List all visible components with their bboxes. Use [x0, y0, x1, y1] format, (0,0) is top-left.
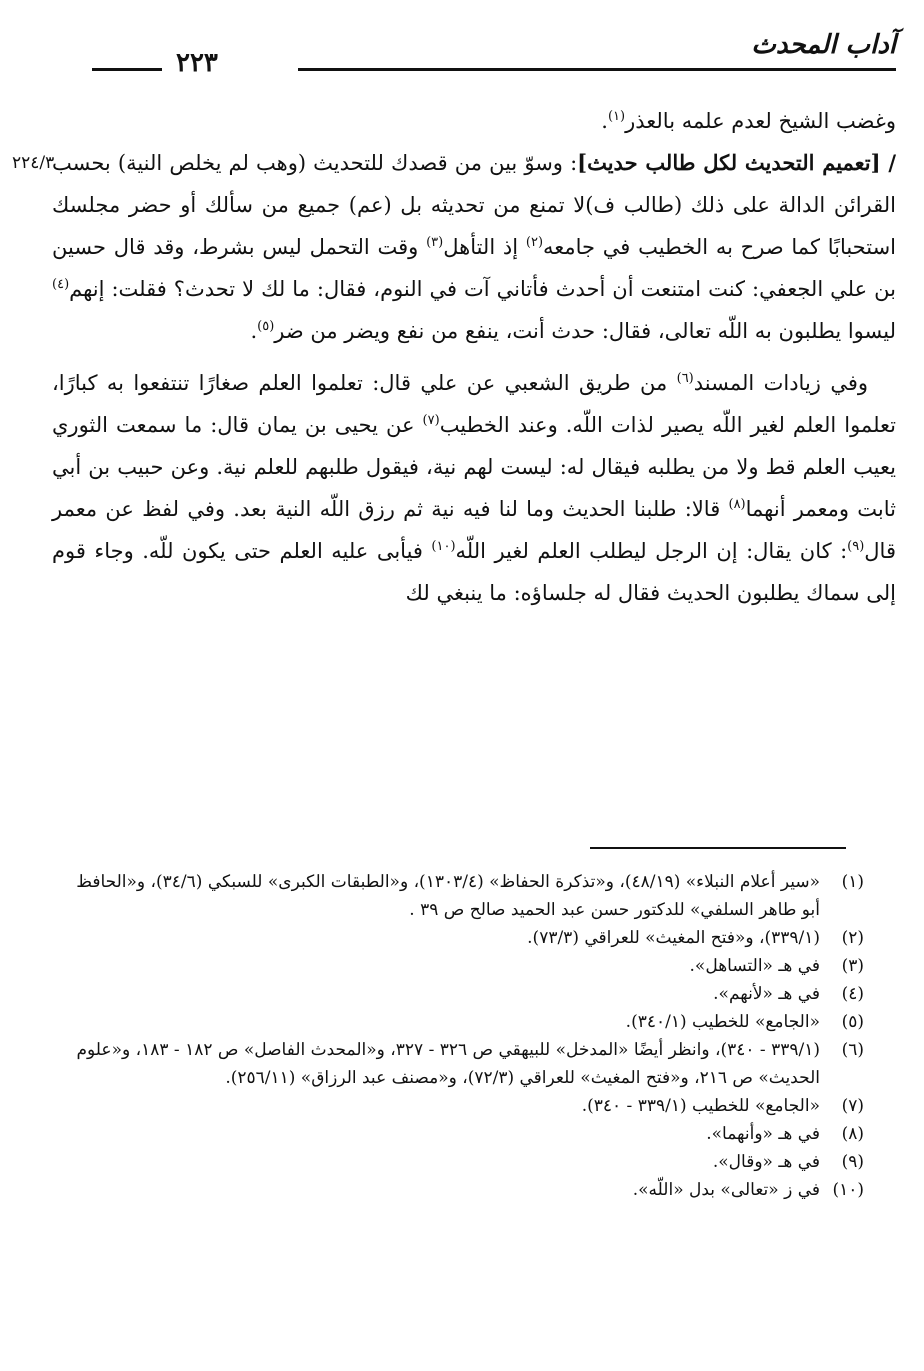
header-rule-right: [298, 68, 896, 71]
paragraph-3-text-f: فيأبى عليه العلم حتى يكون للّه. وجاء قوم إلى سماك يطلبون الحديث فقال له جلساؤه: ما ينبغي لك: [52, 539, 896, 605]
running-header: [88, 20, 896, 80]
paragraph-2-text-b: إذ التأهل: [443, 235, 526, 259]
paragraph-2-end: .: [250, 319, 258, 343]
footnote-text: (٣٣٩/١ - ٣٤٠)، وانظر أيضًا «المدخل» للبيهقي ص ٣٢٦ - ٣٢٧، و«المحدث الفاصل» ص ١٨٢ - ١٨٣، و«علوم الحديث» ص ٢١٦، و«فتح المغيث» للعراقي (٧٢/٣)، و«مصنف عبد الرزاق» (٢٥٦/١١).: [76, 1040, 820, 1088]
paragraph-1: [52, 100, 896, 142]
footnote-text: في ز «تعالى» بدل «اللّه».: [632, 1180, 820, 1200]
footnote-ref-1: (١): [607, 109, 626, 124]
footnote-ref-2: (٢): [525, 235, 544, 250]
paragraph-3-text-d: قالا: طلبنا الحديث وما لنا فيه نية ثم رزق اللّه النية بعد. وفي لفظ عن معمر قال: [52, 497, 896, 563]
section-heading: / [تعميم التحديث لكل طالب حديث]: [577, 150, 897, 175]
paragraph-3-text-b: من طريق الشعبي عن علي قال: تعلموا العلم صغارًا تنتفعوا به كبارًا، تعلموا العلم لغير اللّه يصير لذات اللّه. وعند الخطيب: [52, 371, 896, 437]
paragraph-2-text-c: وقت التحمل ليس بشرط، وقد قال حسين بن علي الجعفي: كنت امتنعت أن أحدث فأتاني آت في النوم، فقال: ما لك لا تحدث؟ فقلت: إنهم: [52, 235, 896, 301]
footnote-number: (١): [841, 872, 864, 892]
page-number: ٢٢٣: [176, 48, 218, 78]
header-rule-left: [92, 68, 162, 71]
footnote-ref-5: (٥): [257, 319, 275, 334]
running-title: آداب المحدث: [751, 30, 896, 60]
footnote: [60, 1092, 864, 1120]
paragraph-2-text-d: ليسوا يطلبون به اللّه تعالى، فقال: حدث أنت، ينفع من نفع ويضر من ضر: [274, 319, 896, 343]
paragraph-3-text-e: : كان يقال: إن الرجل ليطلب العلم لغير اللّه: [455, 539, 848, 563]
footnote: [60, 868, 864, 924]
footnote: [60, 924, 864, 952]
paragraph-2: [12, 142, 897, 352]
footnote-number: (٤): [841, 984, 864, 1004]
footnote-text: «سير أعلام النبلاء» (٤٨/١٩)، و«تذكرة الحفاظ» (١٣٠٣/٤)، و«الطبقات الكبرى» للسبكي (٣٤/٦)، و«الحافظ أبو طاهر السلفي» للدكتور حسن عبد الحميد صالح ص ٣٩ .: [76, 872, 820, 920]
paragraph-3-text-a: وفي زيادات المسند: [693, 371, 869, 395]
footnote-number: (٣): [841, 956, 864, 976]
footnote-text: في هـ «وأنهما».: [706, 1124, 820, 1144]
footnote-text: في هـ «التساهل».: [689, 956, 820, 976]
paragraph-3-text-c: عن يحيى بن يمان قال: ما سمعت الثوري يعيب العلم قط ولا من يطلبه فيقال له: ليست لهم نية، فيقول طلبهم للعلم نية. وعن حبيب بن أبي ثابت ومعمر أنهما: [52, 413, 896, 521]
footnote-number: (٨): [841, 1124, 864, 1144]
footnote-text: «الجامع» للخطيب (٣٣٩/١ - ٣٤٠).: [581, 1096, 820, 1116]
footnote-text: في هـ «لأنهم».: [713, 984, 820, 1004]
footnote-text: «الجامع» للخطيب (٣٤٠/١).: [625, 1012, 820, 1032]
footnote-separator: [590, 847, 846, 849]
footnote: [60, 1008, 864, 1036]
footnote: [60, 1148, 864, 1176]
margin-reference: ٢٢٤/٣: [12, 153, 55, 173]
footnote-ref-4: (٤): [52, 277, 70, 292]
footnote: [60, 980, 864, 1008]
paragraph-2-text-a: : وسوّ بين من قصدك للتحديث (وهب لم يخلص النية) بحسب القرائن الدالة على ذلك (طالب ف)لا تمنع من تحديثه بل (عم) جميع من سألك أو حضر مجلسك استحبابًا كما صرح به الخطيب في جامعه: [52, 151, 897, 259]
footnote-ref-8: (٨): [728, 497, 746, 512]
footnote-ref-10: (١٠): [431, 539, 456, 554]
footnote-ref-7: (٧): [422, 413, 440, 428]
footnote-number: (٧): [841, 1096, 864, 1116]
paragraph-1-end: .: [601, 109, 608, 133]
footnote-ref-6: (٦): [676, 371, 694, 386]
footnote-text: (٣٣٩/١)، و«فتح المغيث» للعراقي (٧٣/٣).: [527, 928, 820, 948]
footnote: [60, 1036, 864, 1092]
footnote-number: (٩): [841, 1152, 864, 1172]
body-text: [12, 100, 897, 614]
paragraph-1-text: وغضب الشيخ لعدم علمه بالعذر: [625, 109, 896, 133]
paragraph-3: [52, 362, 896, 614]
footnote: [60, 952, 864, 980]
footnote: [60, 1120, 864, 1148]
footnote-number: (١٠): [832, 1180, 864, 1200]
footnote-number: (٥): [841, 1012, 864, 1032]
footnote-ref-9: (٩): [847, 539, 865, 554]
footnote: [60, 1176, 864, 1204]
footnotes: [60, 868, 864, 1204]
footnote-number: (٢): [841, 928, 864, 948]
footnote-text: في هـ «وقال».: [712, 1152, 820, 1172]
footnote-number: (٦): [841, 1040, 864, 1060]
footnote-ref-3: (٣): [426, 235, 444, 250]
